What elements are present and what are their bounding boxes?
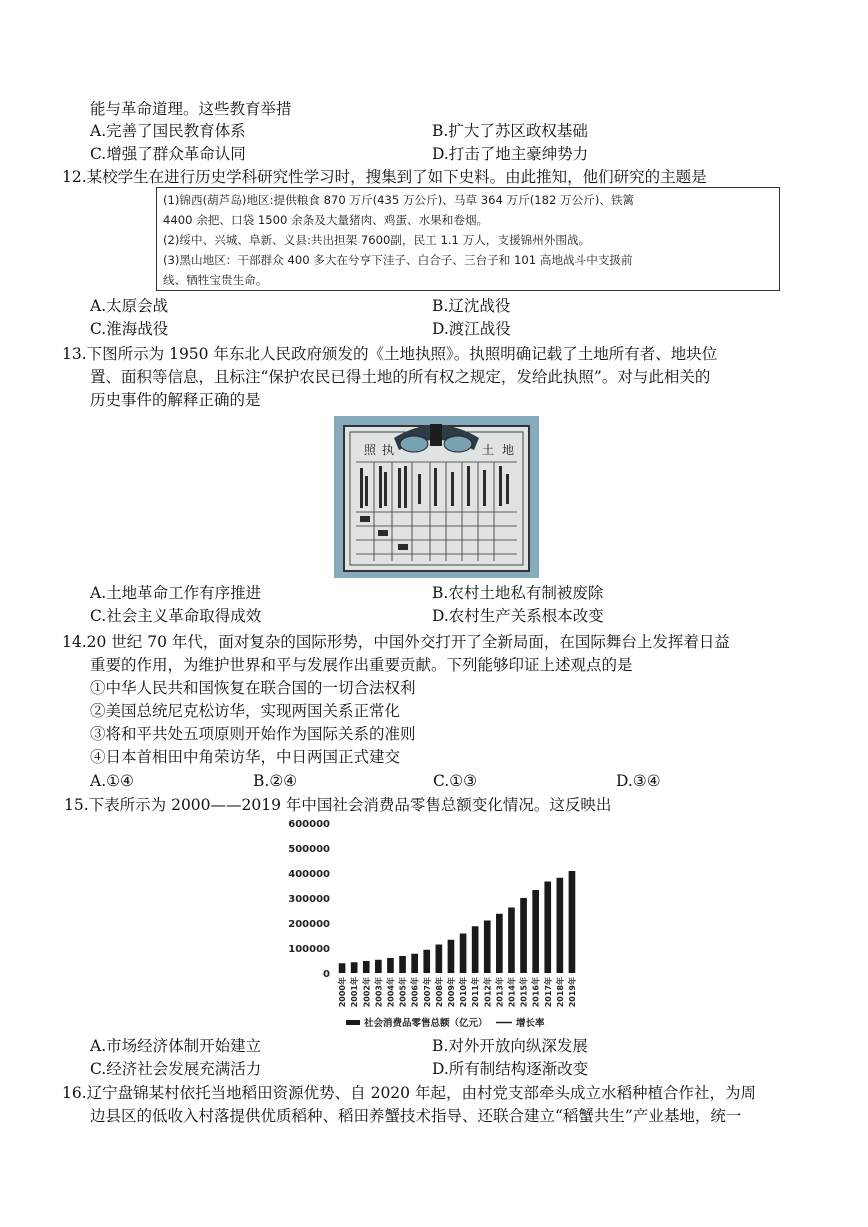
y-tick-label: 500000 (288, 844, 330, 855)
q12-option-c[interactable]: C.淮海战役 (90, 320, 169, 338)
bar (387, 958, 394, 973)
q13-option-d[interactable]: D.农村生产关系根本改变 (432, 607, 604, 625)
x-tick-label: 2001年 (350, 977, 360, 1008)
bar (508, 908, 515, 974)
license-char: 地 (502, 443, 515, 457)
license-char: 执 (382, 443, 395, 457)
y-tick-label: 400000 (288, 869, 330, 880)
y-tick-label: 200000 (288, 919, 330, 930)
x-tick-label: 2016年 (531, 977, 541, 1008)
q14-item-3: ③将和平共处五项原则开始作为国际关系的准则 (90, 725, 416, 743)
q12-source-box (156, 187, 780, 291)
legend-line-label: 增长率 (516, 1018, 545, 1029)
x-tick-label: 2000年 (338, 977, 348, 1008)
q13-option-c[interactable]: C.社会主义革命取得成效 (90, 607, 262, 625)
q15-stem: 15.下表所示为 2000——2019 年中国社会消费品零售总额变化情况。这反映出 (64, 796, 612, 814)
bar (460, 934, 467, 974)
bar (557, 878, 564, 973)
y-tick-label: 100000 (288, 944, 330, 955)
bar (363, 961, 370, 973)
q16-stem-line-2: 边县区的低收入村落提供优质稻种、稻田养蟹技术指导、还联合建立“稻蟹共生”产业基地，统一 (90, 1107, 742, 1125)
bar (339, 963, 346, 973)
q12-stem: 12.某校学生在进行历史学科研究性学习时，搜集到了如下史料。由此推知，他们研究的主题是 (62, 168, 707, 186)
source-line: (2)绥中、兴城、阜新、义县:共出担架 7600副，民工 1.1 万人，支援锦州外围战。 (163, 233, 591, 247)
q13-stem-line-1: 13.下图所示为 1950 年东北人民政府颁发的《土地执照》。执照明确记载了土地所有者、地块位 (62, 345, 718, 363)
bar (436, 945, 443, 974)
q13-stem-line-3: 历史事件的解释正确的是 (90, 391, 261, 409)
q12-option-d[interactable]: D.渡江战役 (432, 320, 511, 338)
q11-option-b[interactable]: B.扩大了苏区政权基础 (432, 122, 588, 140)
legend-bar-label: 社会消费品零售总额（亿元） (364, 1018, 488, 1029)
x-tick-label: 2007年 (422, 977, 432, 1008)
bar (448, 940, 455, 973)
source-line: (3)黑山地区：干部群众 400 多大在兮亨下洼子、白合子、三台子和 101 高地战斗中支扱前 (163, 253, 633, 267)
x-tick-label: 2010年 (459, 977, 469, 1008)
bar (484, 921, 491, 974)
q12-option-a[interactable]: A.太原会战 (90, 297, 169, 315)
x-tick-label: 2008年 (434, 977, 444, 1008)
x-tick-label: 2012年 (483, 977, 493, 1008)
q14-option-b[interactable]: B.②④ (253, 772, 298, 790)
x-tick-label: 2018年 (555, 977, 565, 1008)
q11-option-a[interactable]: A.完善了国民教育体系 (90, 122, 246, 140)
bar (399, 956, 406, 973)
x-tick-label: 2011年 (471, 977, 481, 1008)
license-char: 照 (364, 443, 377, 457)
q13-option-a[interactable]: A.土地革命工作有序推进 (90, 584, 262, 602)
land-license-image (334, 416, 539, 578)
q16-stem-line-1: 16.辽宁盘锦某村依托当地稻田资源优势、自 2020 年起，由村党支部牵头成立水稻种植合作社，为周 (62, 1084, 756, 1102)
x-tick-label: 2004年 (386, 977, 396, 1008)
y-tick-label: 0 (323, 969, 330, 980)
bar (569, 871, 576, 973)
y-tick-label: 300000 (288, 894, 330, 905)
x-tick-label: 2017年 (543, 977, 553, 1008)
q14-stem-line-1: 14.20 世纪 70 年代，面对复杂的国际形势，中国外交打开了全新局面，在国际舞台上发挥着日益 (62, 633, 730, 651)
license-char: 土 (482, 443, 495, 457)
q15-option-c[interactable]: C.经济社会发展充满活力 (90, 1060, 262, 1078)
q14-option-d[interactable]: D.③④ (616, 772, 661, 790)
x-tick-label: 2006年 (410, 977, 420, 1008)
bar (496, 914, 503, 973)
q14-option-c[interactable]: C.①③ (433, 772, 478, 790)
q14-item-2: ②美国总统尼克松访华，实现两国关系正常化 (90, 702, 401, 720)
source-line: 线、牺牲宝贵生命。 (163, 273, 268, 287)
q11-option-d[interactable]: D.打击了地主豪绅势力 (432, 145, 589, 163)
x-tick-label: 2013年 (495, 977, 505, 1008)
q15-option-a[interactable]: A.市场经济体制开始建立 (90, 1037, 262, 1055)
bar (472, 926, 479, 973)
x-tick-label: 2009年 (446, 977, 456, 1008)
bar (532, 890, 539, 973)
y-tick-label: 600000 (288, 819, 330, 830)
bar (520, 898, 527, 973)
q15-option-d[interactable]: D.所有制结构逐渐改变 (432, 1060, 589, 1078)
source-line: (1)锦西(葫芦岛)地区:提供粮食 870 万斤(435 万公斤)、马草 364 万斤(182 万公斤)、铁篱 (163, 193, 635, 207)
q14-stem-line-2: 重要的作用，为维护世界和平与发展作出重要贡献。下列能够印证上述观点的是 (90, 656, 633, 674)
q11-option-c[interactable]: C.增强了群众革命认同 (90, 145, 246, 163)
x-tick-label: 2005年 (398, 977, 408, 1008)
q14-item-1: ①中华人民共和国恢复在联合国的一切合法权利 (90, 679, 416, 697)
x-tick-label: 2014年 (507, 977, 517, 1008)
retail-sales-chart-svg (288, 815, 588, 1033)
x-tick-label: 2019年 (567, 977, 577, 1008)
bar (351, 962, 358, 973)
bar (411, 954, 418, 973)
q15-option-b[interactable]: B.对外开放向纵深发展 (432, 1037, 588, 1055)
q14-item-4: ④日本首相田中角荣访华，中日两国正式建交 (90, 748, 401, 766)
land-license-drawing (334, 416, 539, 578)
x-tick-label: 2003年 (374, 977, 384, 1008)
q12-option-b[interactable]: B.辽沈战役 (432, 297, 511, 315)
q14-option-a[interactable]: A.①④ (90, 772, 134, 790)
q13-stem-line-2: 置、面积等信息，且标注“保护农民已得土地的所有权之规定，发给此执照”。对与此相关的 (90, 368, 711, 386)
bar (375, 960, 382, 973)
source-line: 4400 余把、口袋 1500 余条及大量猪肉、鸡蛋、水果和卷烟。 (163, 213, 489, 227)
x-tick-label: 2015年 (519, 977, 529, 1008)
legend-bar-swatch (346, 1020, 360, 1025)
bar (423, 950, 430, 973)
x-tick-label: 2002年 (362, 977, 372, 1008)
q13-option-b[interactable]: B.农村土地私有制被废除 (432, 584, 604, 602)
q11-continuation: 能与革命道理。这些教育举措 (90, 100, 292, 118)
bar (544, 882, 551, 974)
retail-sales-chart (288, 815, 588, 1033)
